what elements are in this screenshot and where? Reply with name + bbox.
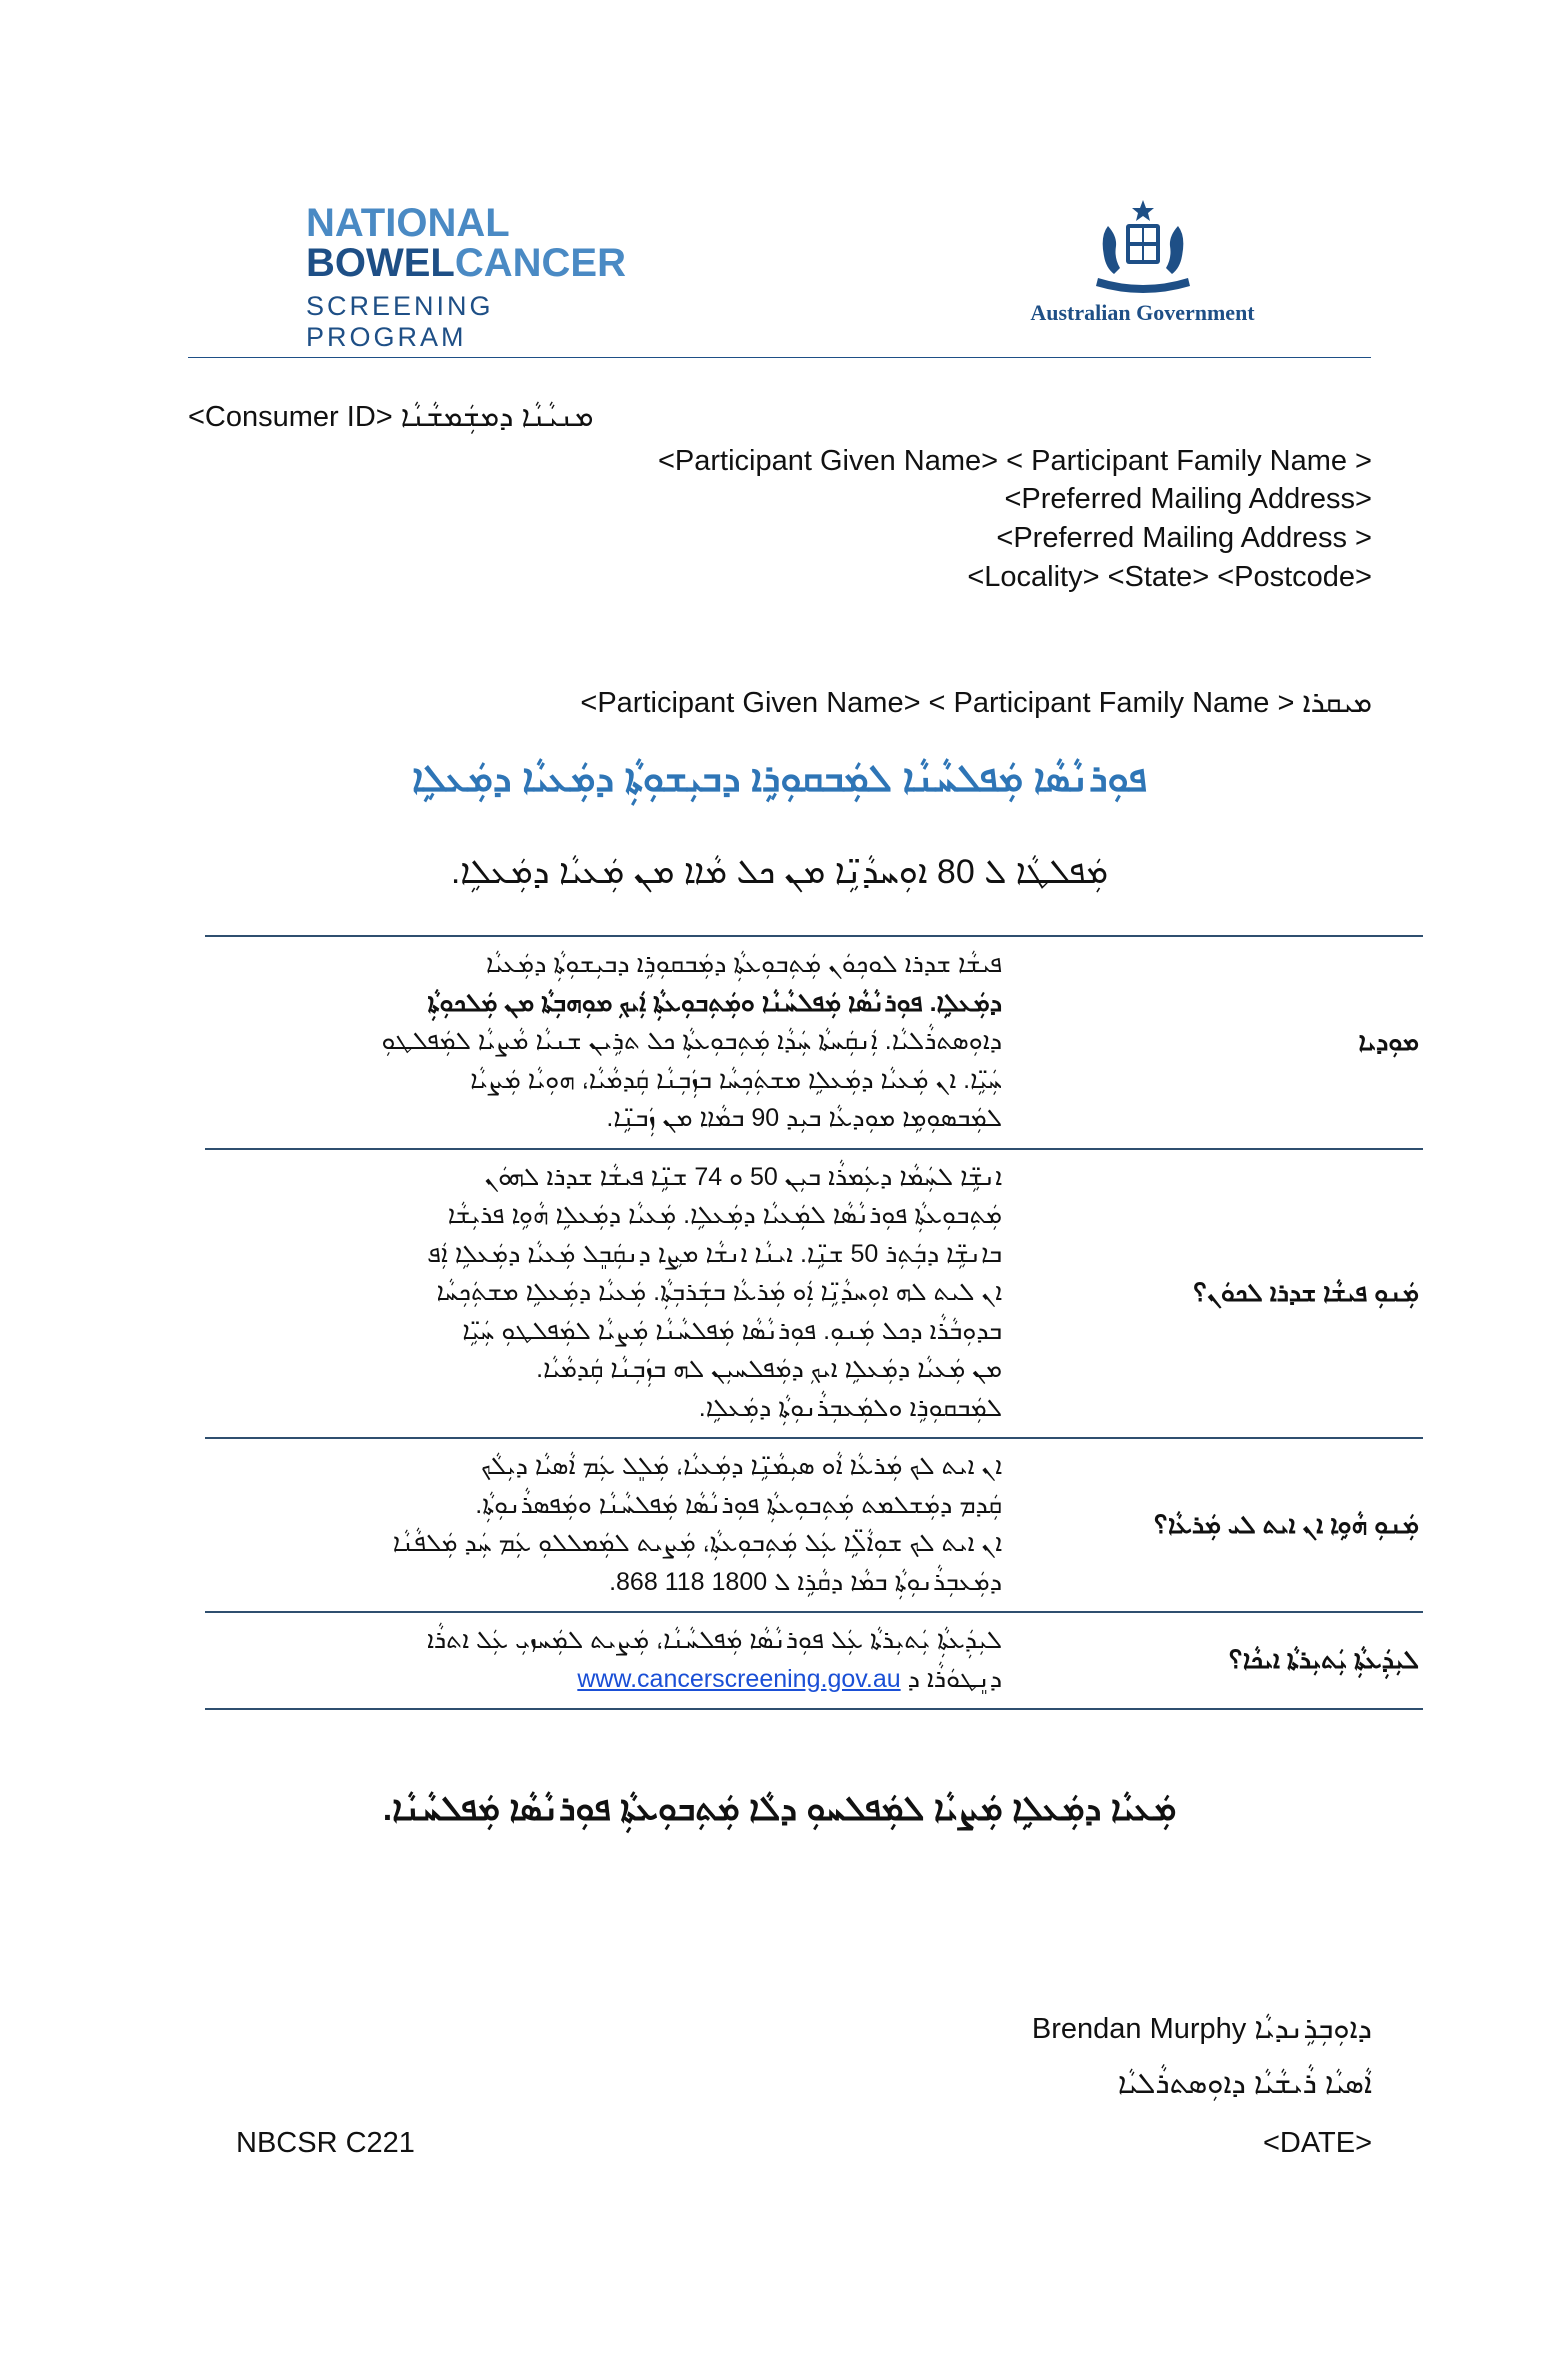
header-rule	[188, 357, 1371, 358]
row-content: ܦܝܫܵܐ ܫܕܪܐ ܠܘܟܼܘܿܢ ܡܲܬܼܒܘܼܥܬܼܵܐ ܕܡܲܒܩܘܼܪܹܐ ܕܒܝܼܫܘܼܬܼܵܐ ܕܡܲܥܝܵܐ ܕܡܲܥܠܹܐ. ܦܘܼܪܢܵܣܵܐ ܡܲܦܠܚܵܢܵܐ ܘܡܲܬܼܒܘܼܥܬܼܵܐ ܐܲܝܟܼ ܡܘܼܗܒܼܬܵܐ ܡܢ ܡܲܠܟܘܼܬܼܵܐ ܕܐܘܼܣܬܪܵܠܝܵܐ. ܐܲܢܩܲܚܬܵܐ ܚܲܕܵܐ ܡܲܬܼܒܘܼܥܬܼܵܐ ܟܠ ܬܪܹܝܢ ܫܢܝܵܐ ܡܵܨܝܵܐ ܠܡܲܦܠܛܘܼ ܚܲܝܹ̈ܐ. ܐܢ ܡܲܥܝܵܐ ܕܡܲܥܠܹܐ ܡܫܬܲܟܼܚܵܐ ܒܙܲܒܼܢܵܐ ܩܲܕܡܵܝܵܐ، ܗܘܼܝܵܐ ܡܲܨܝܵܐ ܠܡܲܒܣܘܼܡܹܐ ܡܘܼܕܥܵܐ ܒܝܼܕ 90 ܒܡܵܐܐ ܡܢ ܙܲܒܢܹ̈ܐ.	[205, 936, 1002, 1149]
signature-title: ܐܵܣܝܵܐ ܪܵܝܫܵܝܵܐ ܕܐܘܼܣܬܪܵܠܝܵܐ	[1117, 2068, 1372, 2100]
coat-of-arms-icon	[1078, 196, 1208, 296]
participant-name: <Participant Given Name> < Participant Family Name >	[657, 445, 1372, 477]
row-content: ܐܢ ܐܝܬ ܠܟ ܡܲܪܥܵܐ ܐܵܘ ܣܝܼܡܵܢܹ̈ܐ ܕܡܲܥܝܵܐ، ܡܲܠܸܠ ܥܲܡ ܐܵܣܝܵܐ ܕܝܼܠܵܟ ܩܲܕܡ ܕܡܲܫܠܡܬ ܡܲܬܼܒܘܼܥܬܼܵܐ ܦܘܼܪܢܵܣܵܐ ܡܲܦܠܚܵܢܵܐ ܘܡܲܦܣܪܵܢܘܼܬܼܵܐ. ܐܢ ܐܝܬ ܠܟ ܫܘܼܐܵܠܹ̈ܐ ܥܲܠ ܡܲܬܼܒܘܼܥܬܼܵܐ، ܡܲܨܝܬ ܠܡܲܡܠܠܘܼ ܥܲܡ ܚܲܕ ܡܲܠܦܵܢܵܐ ܕܡܲܥܒܼܪܵܢܘܼܬܼܵܐ ܒܡܵܐ ܕܩܵܪܹܐ ܠ 1800 118 868.	[205, 1438, 1002, 1612]
row-content: ܐܢܫܹ̈ܐ ܠܚܲܡܵܐ ܕܥܲܡܪܵܐ ܒܝܼܢ 50 ܘ 74 ܫܢܹ̈ܐ ܦܝܫܵܐ ܫܕܪܐ ܠܗܘܿܢ ܡܲܬܼܒܘܼܥܬܼܵܐ ܦܘܼܪܢܵܣܵܐ ܠܡܲܥܝܵܐ ܕܡܲܥܠܹܐ. ܡܲܥܝܵܐ ܕܡܲܥܠܹܐ ܗܵܘܹܐ ܦܪܝܼܫܵܐ ܒܐܢܫܹ̈ܐ ܕܒܲܬܼܪ 50 ܫܢܹ̈ܐ. ܐܝܢܵܐ ܐܢܫܵܐ ܡܨܹܐ ܕܢܩܲܒܸܠ ܡܲܥܝܵܐ ܕܡܲܥܠܹܐ ܐܲܦ ܐܢ ܠܝܬ ܠܗ ܐܘܼܚܕܵܢܹ̈ܐ ܐܲܘ ܡܲܪܥܵܐ ܒܫܲܪܒܼܬܼܵܐ. ܡܲܥܝܵܐ ܕܡܲܥܠܹܐ ܡܫܬܲܟܼܚܵܐ ܒܕܘܼܒܵܪܵܐ ܕܟܠ ܡܲܢܘܼ. ܦܘܼܪܢܵܣܵܐ ܡܲܦܠܚܵܢܵܐ ܡܲܨܝܵܐ ܠܡܲܦܠܛܘܼ ܚܲܝܹ̈ܐ ܡܢ ܡܲܥܝܵܐ ܕܡܲܥܠܹܐ ܐܝܟܼ ܕܡܲܦܠܚܝܼܢ ܠܗ ܒܙܲܒܼܢܵܐ ܩܲܕܡܵܝܵܐ. ܠܡܲܒܩܘܼܪܹܐ ܘܠܡܲܥܒܼܪܵܢܘܼܬܼܵܐ ܕܡܲܥܠܹܐ.	[205, 1149, 1002, 1439]
government-name: Australian Government	[1030, 300, 1255, 325]
row-content: ܠܝܼܕܲܥܬܼܵܐ ܝܲܬܝܼܪܬܵܐ ܥܲܠ ܦܘܼܪܢܵܣܵܐ ܡܲܦܠܚܵܢܵܐ، ܡܲܨܝܬ ܠܡܲܚܙܝܼ ܥܲܠ ܐܬܪܵܐ ܕܢܸܛܘܿܪܵܐ ܕ www.cancerscreening.gov.au	[205, 1612, 1002, 1709]
consumer-id: <Consumer ID> ܡܢܝܵܢܵܐ ܕܡܫܲܡܫܵܢܵܐ	[188, 401, 594, 433]
table-row	[205, 1438, 1423, 1612]
table-row	[205, 1612, 1423, 1709]
greeting: <Participant Given Name> < Participant Family Name > ܡܝܩܪܐ	[580, 687, 1372, 719]
logo-line1: NATIONAL	[306, 201, 510, 245]
table-row	[205, 1149, 1423, 1439]
headline: ܦܘܼܪܢܵܣܵܐ ܡܲܦܠܚܵܢܵܐ ܠܡܲܒܩܘܼܪܹܐ ܕܒܝܼܫܘܼܬܼܵܐ ܕܡܲܥܝܵܐ ܕܡܲܥܠܹܐ	[411, 758, 1147, 800]
closing-statement: ܡܲܥܝܵܐ ܕܡܲܥܠܹܐ ܡܲܨܝܵܐ ܠܡܲܦܠܚܘܼ ܕܠܵܐ ܡܲܬܼܒܘܼܥܬܼܵܐ ܦܘܼܪܢܵܣܵܐ ܡܲܦܠܚܵܢܵܐ.	[382, 1790, 1177, 1828]
website-link[interactable]: www.cancerscreening.gov.au	[577, 1664, 901, 1693]
row-label: ܠܝܼܕܲܥܬܼܵܐ ܝܲܬܝܼܪܬܵܐ ܐܝܟܵܐ؟	[1002, 1612, 1423, 1709]
mailing-address-1: <Preferred Mailing Address>	[1004, 483, 1372, 515]
row-label: ܡܲܢܘܼ ܗܵܘܹܐ ܐܢ ܐܝܬ ܠܝ ܡܲܪܥܵܐ؟	[1002, 1438, 1423, 1612]
logo-line2: BOWELCANCER	[306, 241, 626, 285]
table-row	[205, 936, 1423, 1149]
locality-line: <Locality> <State> <Postcode>	[967, 561, 1372, 593]
signature-name: Brendan Murphy ܕܐܘܼܒܼܪܹܢܕܝܵܐ	[1031, 2013, 1372, 2045]
mailing-address-2: <Preferred Mailing Address >	[996, 522, 1372, 554]
logo-line3: SCREENING PROGRAM	[306, 291, 494, 352]
document-code: NBCSR C221	[236, 2127, 415, 2159]
info-table	[205, 935, 1423, 1710]
subheadline: ܡܲܦܠܛܵܐ ܠ 80 ܐܘܼܚܕܵܢܹ̈ܐ ܡܢ ܟܠ ܡܵܐܐ ܡܢ ܡܲܥܝܵܐ ܕܡܲܥܠܹܐ.	[450, 853, 1109, 891]
row-label: ܡܲܢܘܼ ܦܝܫܵܐ ܫܕܪܐ ܠܟܘܿܢ؟	[1002, 1149, 1423, 1439]
nbcsp-logo	[306, 203, 646, 353]
row-label: ܡܘܼܕܝܐ	[1002, 936, 1423, 1149]
date-placeholder: <DATE>	[1262, 2127, 1372, 2159]
australian-government-logo	[1010, 196, 1275, 326]
